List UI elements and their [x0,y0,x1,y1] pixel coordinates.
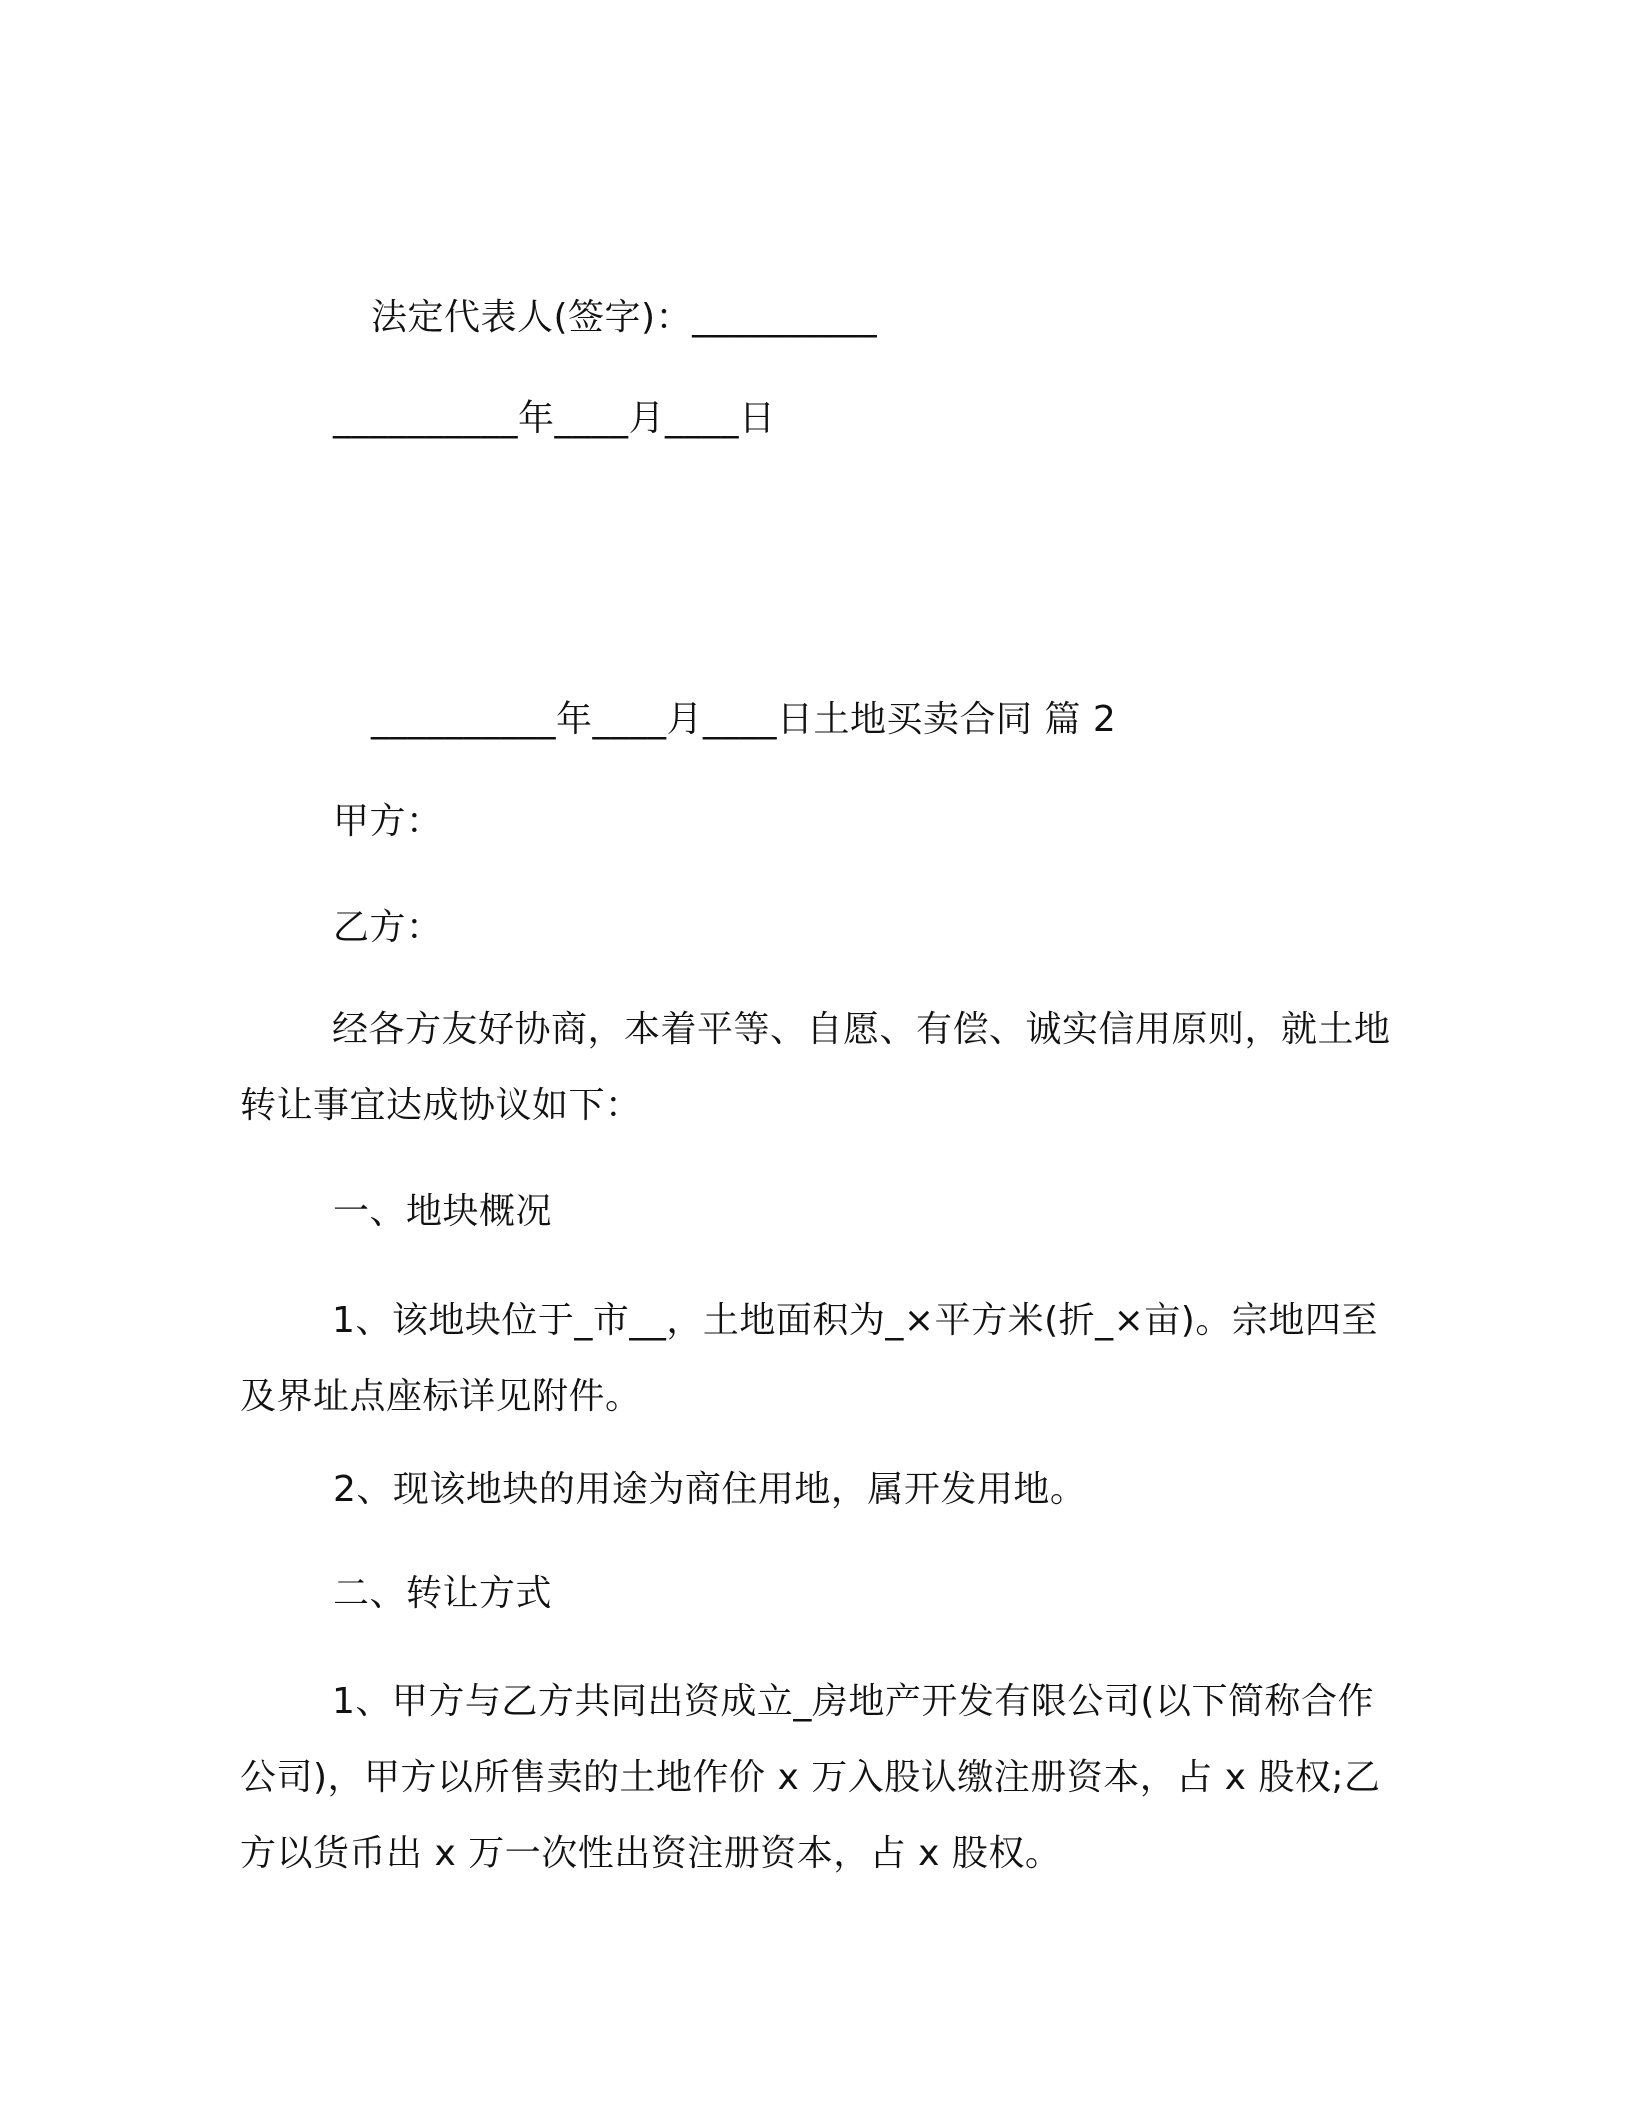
item-land-use: 2、现该地块的用途为商住用地，属开发用地。 [333,1469,1087,1510]
heading-transfer-method: 二、转让方式 [333,1573,553,1614]
heading-land-overview: 一、地块概况 [333,1191,553,1232]
date-line: __________年____月____日 [333,398,776,439]
item-land-location: 1、该地块位于_市__，土地面积为_×平方米(折_×亩)。宗地四至及界址点座标详见附件。 [240,1300,1378,1417]
intro-paragraph: 经各方友好协商，本着平等、自愿、有偿、诚实信用原则，就土地转让事宜达成协议如下： [240,1009,1391,1126]
item-joint-company: 1、甲方与乙方共同出资成立_房地产开发有限公司(以下简称合作公司)，甲方以所售卖的土地作价 x 万入股认缴注册资本，占 x 股权;乙方以货币出 x 万一次性出资注册资本，占 x 股权。 [240,1681,1381,1874]
party-b-label: 乙方： [333,907,443,948]
signature-line: 法定代表人(签字)：__________ [371,297,878,338]
section-title: __________年____月____日土地买卖合同 篇 2 [371,699,1117,740]
party-a-label: 甲方： [333,801,443,842]
